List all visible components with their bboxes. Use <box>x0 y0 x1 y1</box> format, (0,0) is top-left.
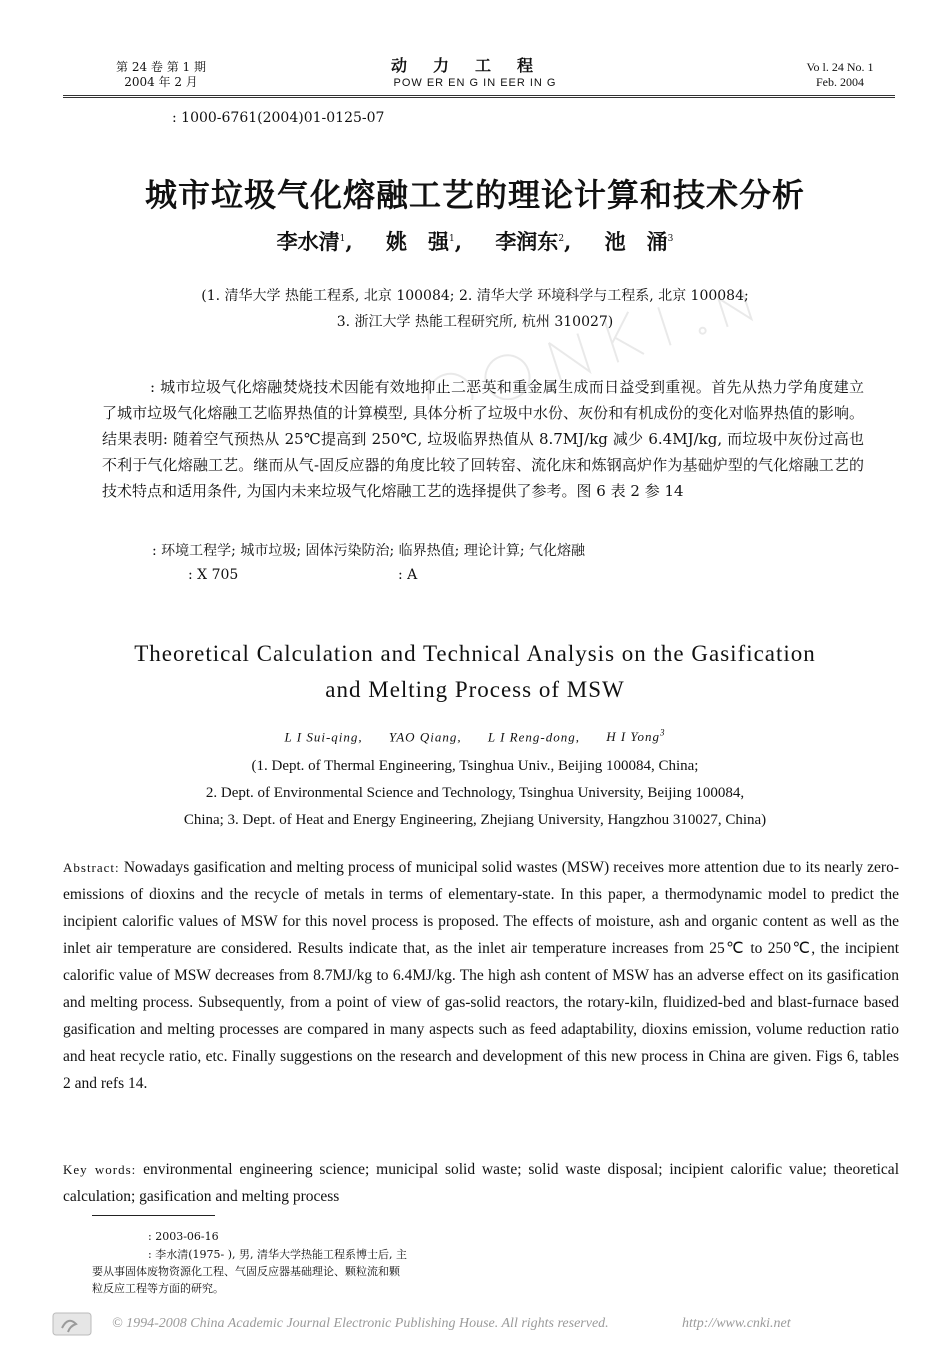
received-date: : 2003-06-16 <box>148 1230 219 1243</box>
keywords-cn: : 环境工程学; 城市垃圾; 固体污染防治; 临界热值; 理论计算; 气化熔融 <box>152 543 586 559</box>
paper-title-en <box>60 636 890 708</box>
date-en: Feb. 2004 <box>816 75 864 89</box>
author-en: L I Sui-qing, <box>284 729 363 745</box>
abstract-en <box>63 854 899 1097</box>
author-cn: 池 涌$^3$ <box>604 229 674 254</box>
affiliation-en-line: 2. Dept. of Environmental Science and Technology, Tsinghua University, Beijing 100084, <box>205 785 745 801</box>
title-en-line: and Melting Process of MSW <box>325 677 625 702</box>
abstract-en-label: Abstract: <box>63 860 120 875</box>
header-journal <box>330 56 620 91</box>
paper-title-cn: 城市垃圾气化熔融工艺的理论计算和技术分析 <box>144 176 805 214</box>
journal-name-en: POW ER EN G IN EER IN G <box>393 77 557 89</box>
author-cn: 李润东$^2$, <box>495 229 572 254</box>
author-bio: : 李水清(1975- ), 男, 清华大学热能工程系博士后, 主 要从事固体废物资源化工程、气固反应器基础理论、颗粒流和颗 粒反应工程等方面的研究。 <box>92 1248 407 1295</box>
author-list-cn <box>0 226 950 256</box>
keywords-en-text: environmental engineering science; municipal solid waste; solid waste disposal; incipient calorific value; theoretical calculation; gasification and melting process <box>63 1161 899 1205</box>
affiliation-en-line: (1. Dept. of Thermal Engineering, Tsinghua Univ., Beijing 100084, China; <box>251 758 699 774</box>
footnote-rule <box>92 1215 215 1216</box>
volume-issue-cn: 第 24 卷 第 1 期 <box>116 60 206 74</box>
copyright-notice: © 1994-2008 China Academic Journal Electronic Publishing House. All rights reserved. <box>112 1316 609 1331</box>
author-cn: 姚 强$^1$, <box>385 229 462 254</box>
author-en: L I Reng-dong, <box>487 729 580 745</box>
affiliation-cn-line: 3. 浙江大学 热能工程研究所, 杭州 310027) <box>336 314 614 330</box>
publisher-logo-icon <box>52 1312 92 1336</box>
affiliation-cn-line: (1. 清华大学 热能工程系, 北京 100084; 2. 清华大学 环境科学与工程系, 北京 100084; <box>201 288 749 304</box>
header-volume-en <box>770 60 910 90</box>
author-en: H I Yong$^3$ <box>606 728 666 745</box>
cnki-link[interactable]: http://www.cnki.net <box>682 1316 791 1331</box>
page-footer <box>52 1312 852 1338</box>
header-rule <box>63 95 895 98</box>
classification-number: : X 705 <box>188 567 239 583</box>
title-en-line: Theoretical Calculation and Technical Analysis on the Gasification <box>134 641 816 666</box>
abstract-cn: : 城市垃圾气化熔融焚烧技术因能有效地抑止二恶英和重金属生成而日益受到重视。首先从热力学角度建立了城市垃圾气化熔融工艺临界热值的计算模型, 具体分析了垃圾中水份、灰份和有机成份的变化对临界热值的影响。结果表明: 随着空气预热从 25℃提高到 250℃, 垃圾临界热值从 8.7MJ/kg 减少 6.4MJ/kg, 而垃圾中灰份过高也不利于气化熔融工艺。继而从气-固反应器的角度比较了回转窑、流化床和炼钢高炉作为基础炉型的气化熔融工艺的技术特点和适用条件, 为国内未来垃圾气化熔融工艺的选择提供了参考。图 6 表 2 参 14 <box>102 378 864 500</box>
header-volume-cn <box>86 60 236 90</box>
abstract-en-text: Nowadays gasification and melting process of municipal solid wastes (MSW) receives more attention due to its nearly zero-emissions of dioxins and the recycle of metals in terms of elementary-state. In this paper, a thermodynamic model to predict the incipient calorific values of MSW for this novel process is proposed. The effects of moisture, ash and organic content as well as the inlet air temperature are considered. Results indicate that, as the inlet air temperature increases from 25℃ to 250℃, the incipient calorific value of MSW decreases from 8.7MJ/kg to 6.4MJ/kg. The high ash content of MSW has an adverse effect on its gasification and melting process. Subsequently, from a point of view of gas-solid reactors, the rotary-kiln, fluidized-bed and blast-furnace based gasification and melting processes are compared in many aspects such as feed adaptability, dioxins emission, volume reduction ratio and heat recycle ratio, etc. Finally suggestions on the research and development of this new process in China are given. Figs 6, tables 2 and refs 14. <box>63 859 900 1092</box>
keywords-en-label: Key words: <box>63 1162 137 1177</box>
article-number: : 1000-6761(2004)01-0125-07 <box>172 110 385 126</box>
document-code: : A <box>398 567 418 583</box>
journal-name-cn: 动力工程 <box>390 56 559 75</box>
keywords-en <box>63 1156 899 1210</box>
author-cn: 李水清$^1$, <box>276 229 353 254</box>
volume-issue-en: Vo l. 24 No. 1 <box>806 60 874 74</box>
date-cn: 2004 年 2 月 <box>124 75 198 89</box>
affiliation-en-line: China; 3. Dept. of Heat and Energy Engineering, Zhejiang University, Hangzhou 310027, China) <box>183 812 767 828</box>
author-list-en <box>0 728 950 745</box>
author-en: YAO Qiang, <box>388 729 462 745</box>
